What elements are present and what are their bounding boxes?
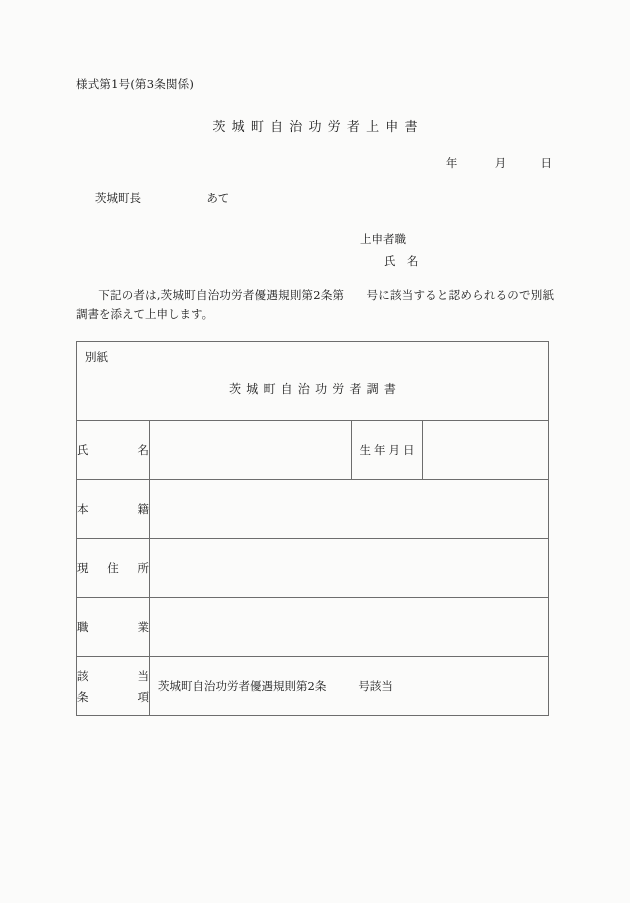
label-char: 該	[77, 668, 89, 683]
row-label-name	[77, 421, 150, 480]
label-char: 当	[137, 668, 149, 683]
label-char: 氏	[77, 443, 89, 457]
body-text-part1: 下記の者は,茨城町自治功労者優遇規則第2条第	[98, 288, 345, 302]
document-title: 茨城町自治功労者上申書	[212, 120, 424, 135]
table-row	[77, 480, 549, 539]
addressee-recipient: 茨城町長	[95, 191, 141, 205]
table-row	[77, 598, 549, 657]
date-line	[0, 155, 552, 171]
row-label-domicile	[77, 480, 150, 539]
body-paragraph	[76, 286, 554, 324]
field-domicile-value[interactable]	[150, 480, 549, 539]
field-address-value[interactable]	[150, 539, 549, 598]
field-occupation-value[interactable]	[150, 598, 549, 657]
attachment-header-cell	[77, 342, 549, 421]
clause-text-part2: 号該当	[358, 679, 393, 693]
label-char: 所	[137, 561, 149, 575]
label-char: 条	[77, 689, 89, 704]
form-number: 様式第1号(第3条関係)	[76, 77, 195, 91]
table-row	[77, 421, 549, 480]
label-char: 職	[77, 620, 89, 634]
petitioner-position-label: 上申者職	[360, 232, 406, 246]
addressee-suffix: あて	[206, 191, 230, 205]
label-char: 現	[77, 561, 89, 575]
date-month-label: 月	[494, 156, 507, 170]
field-birthdate-value[interactable]	[423, 421, 549, 480]
row-label-clause	[77, 657, 150, 716]
attachment-label: 別紙	[85, 350, 108, 364]
label-char: 項	[137, 689, 149, 704]
label-char: 名	[137, 443, 149, 457]
attachment-table	[76, 341, 549, 716]
body-text-line2: 調書を添えて上申します。	[76, 307, 214, 321]
addressee-line	[95, 190, 229, 206]
date-day-label: 日	[540, 156, 552, 170]
label-char: 業	[137, 620, 149, 634]
petitioner-name-label: 氏 名	[384, 254, 419, 268]
field-clause-value[interactable]	[150, 657, 549, 716]
row-label-occupation	[77, 598, 150, 657]
field-name-value[interactable]	[150, 421, 352, 480]
table-header-row	[77, 342, 549, 421]
table-row	[77, 539, 549, 598]
date-year-label: 年	[445, 156, 458, 170]
attachment-title: 茨城町自治功労者調書	[229, 382, 402, 396]
row-label-birthdate: 生年月日	[352, 421, 423, 480]
label-char: 住	[107, 561, 119, 575]
petitioner-block	[360, 228, 419, 272]
body-text-part2: 号に該当すると認められるので別紙	[366, 288, 554, 302]
clause-text-part1: 茨城町自治功労者優遇規則第2条	[158, 679, 327, 693]
label-char: 籍	[137, 502, 149, 516]
label-char: 本	[77, 502, 89, 516]
table-row	[77, 657, 549, 716]
row-label-address	[77, 539, 150, 598]
